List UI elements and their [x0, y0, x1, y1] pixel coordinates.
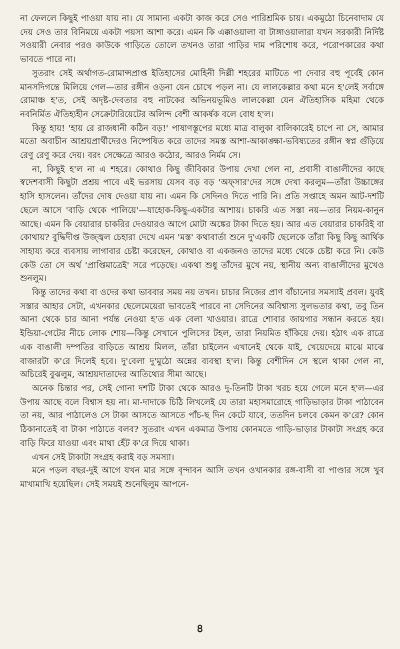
paragraph: মনে পড়ল বছর-দুই আগে যখন মার সঙ্গে বৃন্দাবন আসি তখন ওখানকার রঙ্গ-বাসী বা পাণ্ডার সঙ্গে খুব মাখামাখি হয়েছিল। সেই সময়ই শুনেছিলুম আপনে-: [20, 465, 384, 489]
paragraph: অনেক চিন্তার পর, সেই গোনা দশটি টাকা থেকে আরও দু-তিনটি টাকা খরচ হয়ে গেলে মনে হ'ল—এর উপায় আছে বলে বিশ্বাস হয় না। মা-দাদাকে চিঠি লিখলেই যে তারা মহাসমারোহে গাড়িভাড়ার টাকা পাঠাবেন তা নয়, আর পাঠালেও সে টাকা আসতে আসতে পাঁচ-ছ দিন কেটে যাবে, ততদিন চলবে কেমন ক'রে? কোন ঠিকানাতেই বা টাকা পাঠাতে বলব? সুতরাং এখন একমাত্র উপায় কোনমতে গাড়ি-ভাড়ার টাকাটা সংগ্রহ করে বাড়ি ফিরে যাওয়া এবং মাথা হেঁট ক'রে দিয়ে থাকা।: [20, 382, 384, 448]
paragraph: সুতরাং সেই অর্থাগত-রোমান্সপ্রাপ্ত ইতিহাসের মোহিনী দিল্লী শহরের মাটিতে পা দেবার বহু পূর্বেই কোন মানসদিগন্তে মিলিয়ে গেল—তার রঙ্গীন ওড়না যেন চোখে পড়ল না। যে লালকেল্লার কথা মনে হ'লেই সর্বাঙ্গে রোমাঞ্চ হ'ত, সেই অদৃষ্ট-দেবতার বহু নাটকের অভিনয়ভূমিও লালকেল্লা যেন ঐতিহাসিক মহিমা থেকে নবনির্মিত ঐতিহ্যহীন সেক্রেটারিয়েটের অলিন্দ বেশী আকর্ষক বলে বোধ হ'ল।: [20, 67, 384, 119]
paragraph: কিন্তু হায়! 'হায় রে রাজধানী কঠিন বড়!' পাষাণস্তূপের মধ্যে মাত্র বালুকা বালিকারেই চাপে না সে, আমার মতো অবাচীন আশ্রয়প্রার্থীদেরও নিষ্পেষিত করে তাদের সমস্ত আশা-আকাঙ্ক্ষা-ভবিষ্যতের রঙ্গীন স্বপ্ন গুঁড়িয়ে রেণু রেণু করে দেয়। বরং সেক্ষেত্রে আরও কঠোর, আরও নির্মম সে।: [20, 122, 384, 161]
page-number: ৪: [196, 622, 204, 635]
paragraph: না, কিছুই হ'ল না এ শহরে। কোথাও কিছু জীবিকার উপায় দেখা গেল না, প্রবাসী বাঙালীদের কাছে স্বদেশবাসী কিছুটা প্রশ্রয় পাবে এই ভরসায় যেসব বড় বড় 'অফ্‌সার'দের সঙ্গে দেখা করলুম—তাঁরা উচ্চাঙ্গের হাসি হাসলেন। তাঁদের দোষ দেওয়া যায় না। এমন কি সেদিনও দিতে পারি নি। প্রতি সপ্তাহে অমন আট-দশটি ছেলে আসে 'বাড়ি থেকে পালিয়ে'—যাহোক-কিছু-একটার আশায়। চাকরি এত সস্তা নয়—তার নিয়ম-কানুন আছে। এমন কি বেয়ারার চাকরির দেওয়ারও আগে মোটা অঙ্কের টাকা দিতে হয়। আর এত বেয়ারার চাকরিই বা কোথায়? বুদ্ধিদীপ্ত উজ্জ্বল চেহারা দেখে এমন 'মস্ত' কথাবার্তা শুনে দু'একটি ছেলেকে তাঁরা কিছু কিছু আর্থিক সাহায্য করে ব্যবসায় লাগাবার চেষ্টা করেছেন, কোথাও বা একজনও তাদের মধ্যে থেকে চেষ্টা করে নি। কেউ কেউ তো সে অর্থ 'প্রাপ্তিমাত্রেই' সরে পড়েছে। একথা শুধু তাঁদের মুখে নয়, স্থানীয় অন্য বাঙালীদের মুখেও শুনলুম।: [20, 163, 384, 284]
body-text: [20, 12, 384, 492]
paragraph: এখন সেই টাকাটা সংগ্রহ করাই বড় সমস্যা।: [32, 451, 175, 462]
paragraph: কিন্তু তাদের কথা বা ওদের কথা ভাববার সময় নয় তখন। চাচার নিজের প্রাণ বাঁচানোর সমস্যাই প্রবল। যুবই সস্তার আহার সেটা, এখনকার ছেলেমেয়েরা ভাবতেই পারবে না সেদিনের অবিশ্বাস্য সুলভতার কথা, তবু তিন আনা থেকে চার আনা পর্যন্ত নেওয়া হ'ত এক বেলা খাওয়ার। রাত্রে শোবার জায়গার সন্ধান করতে হয়। ইন্ডিয়া-গেটের নীচে লোক শোয়—কিন্তু সেখানে পুলিসের টহল, তারা নিয়মিত হাঁকিয়ে দেয়। হঠাৎ এক রাত্রে এক বাঙালী দম্পতির বাড়িতে আশ্রয় মিলল, তাঁরা চাইলেন এখানেই থেকে যাই, খেয়েদেয়ে মাঝে মাঝে বাজারটা ক'রে দিলেই হবে। দু'বেলা দু'মুঠো অন্নের ব্যবস্থা হ'ল। কিন্তু বেশীদিন সে স্থলে থাকা গেল না, অচিরেই বুঝলুম, আশ্রয়দাতাদের আতিথ্যের সীমা আছে।: [20, 287, 384, 380]
paragraph: না ফেললে কিছুই পাওয়া যায় না। যে সামান্য একটা কাজ করে সেও পারিশ্রমিক চায়। একমুঠো চিনেবাদাম যে দেয় সেও তার বিনিময়ে একটা পয়সা আশা করে। এমন কি এক্কাওয়ালা বা টাঙ্গাওয়ালারা যখন সরকারী নির্দিষ্ট সওয়ারী নেবার পরও কাউকে গাড়িতে তোলে তখনও তারা গাড়ির দাম পরিশোধ করে, পরোপকারের কথা ভাবতে পারে না।: [20, 13, 384, 65]
